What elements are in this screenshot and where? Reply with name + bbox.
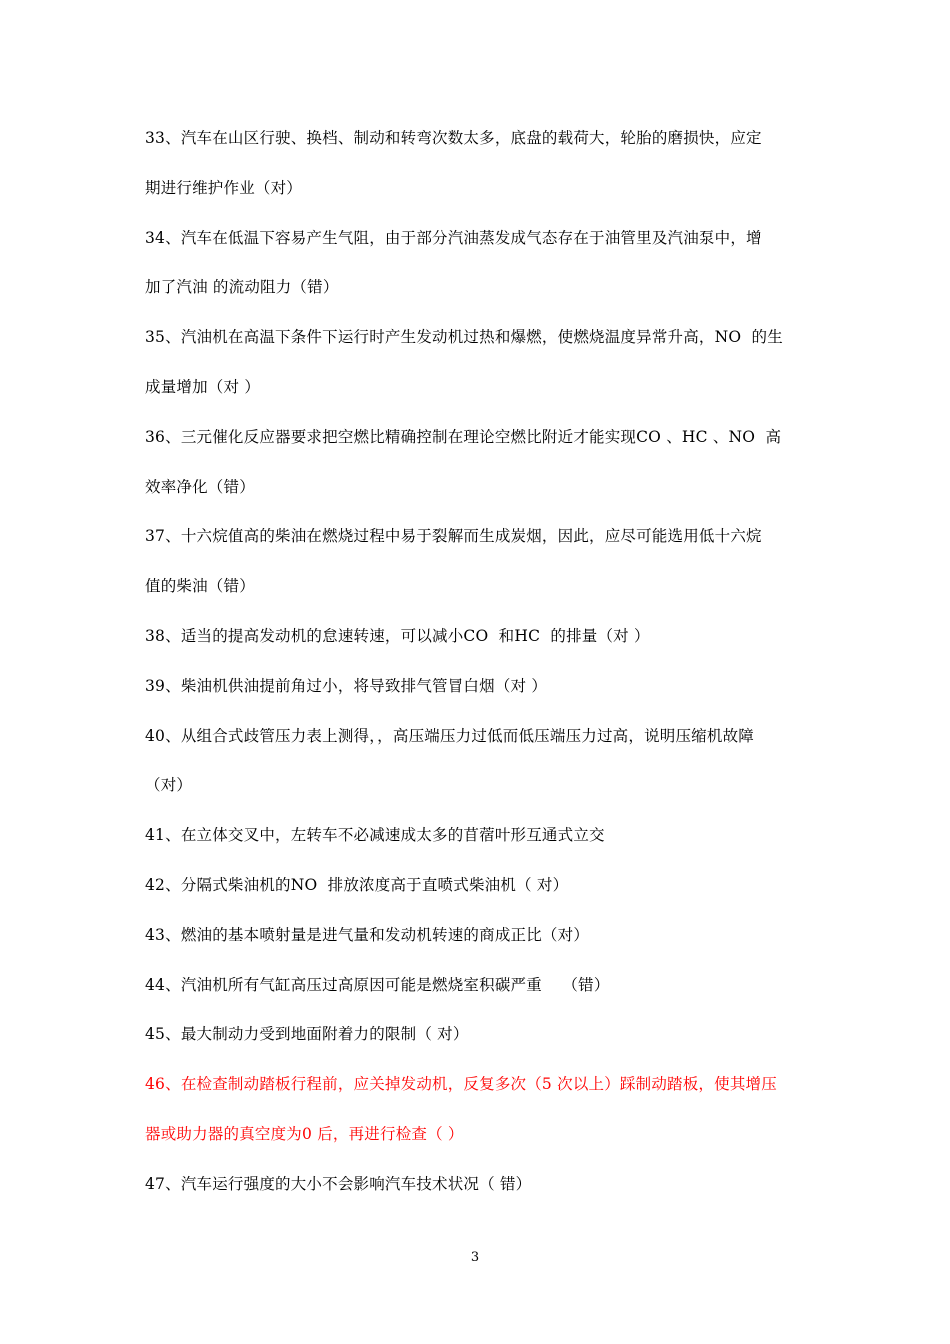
- text-line: 期进行维护作业（对）: [145, 178, 303, 197]
- text-line: 34、汽车在低温下容易产生气阻，由于部分汽油蒸发成气态存在于油管里及汽油泵中，增: [145, 228, 762, 247]
- text-line: 38、适当的提高发动机的怠速转速，可以减小CO 和HC 的排量（对 ）: [145, 626, 650, 645]
- highlighted-text-line: 器或助力器的真空度为0 后，再进行检查（ ）: [145, 1124, 464, 1143]
- text-line: 加了汽油 的流动阻力（错）: [145, 278, 339, 297]
- text-line: 41、在立体交叉中，左转车不必减速成太多的苜蓿叶形互通式立交: [145, 826, 605, 845]
- text-line: 35、汽油机在高温下条件下运行时产生发动机过热和爆燃，使燃烧温度异常升高，NO 的生: [145, 328, 783, 347]
- text-line: 44、汽油机所有气缸高压过高原因可能是燃烧室积碳严重 （错）: [145, 975, 610, 994]
- text-line: 36、三元催化反应器要求把空燃比精确控制在理论空燃比附近才能实现CO 、HC 、NO 高: [145, 427, 782, 446]
- text-line: 47、汽车运行强度的大小不会影响汽车技术状况（ 错）: [145, 1174, 532, 1193]
- text-line: 40、从组合式歧管压力表上测得，，高压端压力过低而低压端压力过高，说明压缩机故障: [145, 726, 754, 745]
- text-line: 39、柴油机供油提前角过小，将导致排气管冒白烟（对 ）: [145, 676, 548, 695]
- text-line: 42、分隔式柴油机的NO 排放浓度高于直喷式柴油机（ 对）: [145, 875, 569, 894]
- text-line: 43、燃油的基本喷射量是进气量和发动机转速的商成正比（对）: [145, 925, 590, 944]
- text-line: 值的柴油（错）: [145, 577, 255, 596]
- text-line: 成量增加（对 ）: [145, 377, 261, 396]
- text-line: 33、汽车在山区行驶、换档、制动和转弯次数太多，底盘的载荷大，轮胎的磨损快，应定: [145, 129, 762, 147]
- text-line: （对）: [145, 776, 193, 795]
- highlighted-text-line: 46、在检查制动踏板行程前，应关掉发动机，反复多次（5 次以上）踩制动踏板，使其增压: [145, 1075, 777, 1094]
- text-line: 45、最大制动力受到地面附着力的限制（ 对）: [145, 1025, 469, 1044]
- document-body: [145, 124, 810, 1220]
- text-line: 效率净化（错）: [145, 477, 255, 496]
- page-number: 3: [470, 1250, 480, 1265]
- text-line: 37、十六烷值高的柴油在燃烧过程中易于裂解而生成炭烟，因此，应尽可能选用低十六烷: [145, 527, 762, 546]
